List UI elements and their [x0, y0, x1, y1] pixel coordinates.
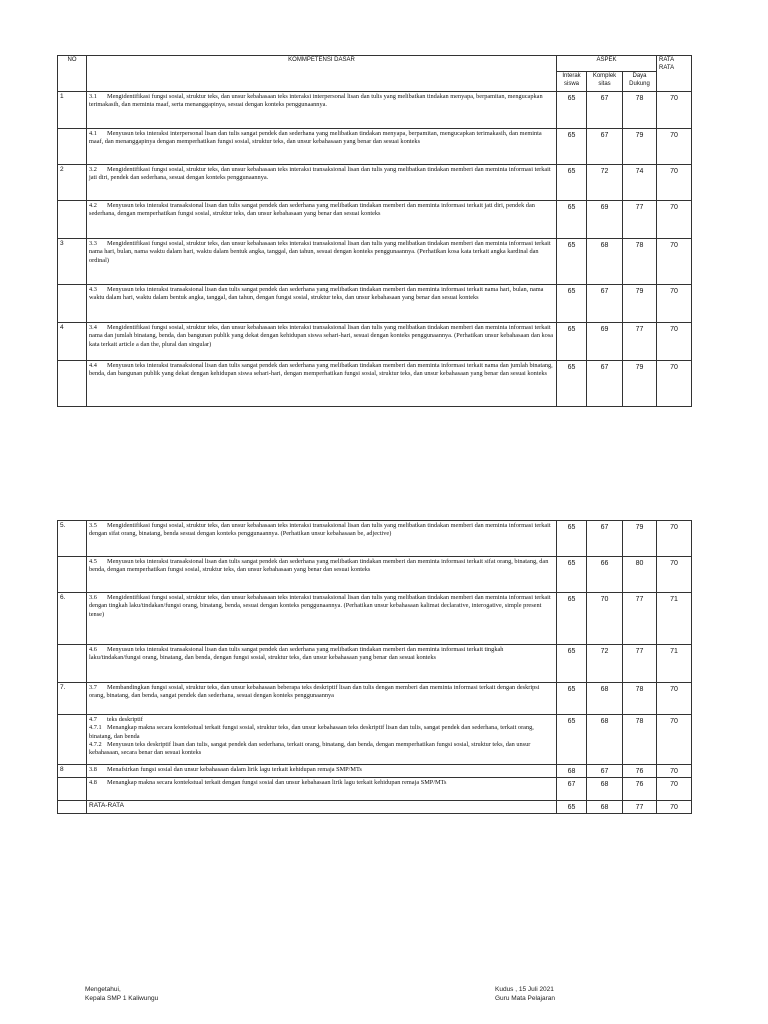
header-kompleksitas: Komplek sitas — [587, 72, 623, 92]
score-rata-rata: 70 — [657, 778, 692, 801]
row-number — [58, 778, 87, 801]
competency-code: 3.6 — [89, 594, 97, 601]
score-rata-rata: 70 — [657, 165, 692, 201]
score-rata-rata: 70 — [657, 92, 692, 129]
row-number — [58, 557, 87, 593]
approval-label: Mengetahui, — [85, 986, 121, 993]
competency-cell — [87, 715, 557, 765]
average-no — [58, 801, 87, 814]
competency-cell — [87, 557, 557, 593]
score-rata-rata: 70 — [657, 765, 692, 778]
sub-competency — [89, 724, 554, 741]
row-number: 7. — [58, 683, 87, 715]
score-daya-dukung: 74 — [623, 165, 657, 201]
score-rata-rata: 70 — [657, 521, 692, 557]
competency-text: Menangkap makna secara kontekstual terkait dengan fungsi sosial dan unsur kebahasaan lirik lagu terkait kehidupan remaja SMP/MTs — [107, 779, 447, 787]
competency-text: Menyusun teks interaksi interpersonal lisan dan tulis sangat pendek dan sederhana yang melibatkan tindakan menyapa, berpamitan, mengucapkan terimakasih, dan meminta maaf, dan menanggapinya dengan memperhatikan fungsi sosial, struktur teks, dan unsur kebahasaan yang benar dan sesuai konteks — [89, 130, 542, 146]
score-daya-dukung: 78 — [623, 683, 657, 715]
score-rata-rata: 71 — [657, 645, 692, 683]
score-interaksi: 65 — [557, 323, 587, 361]
score-kompleksitas: 67 — [587, 361, 623, 407]
competency-cell — [87, 521, 557, 557]
table-row — [58, 557, 692, 593]
score-kompleksitas: 67 — [587, 129, 623, 165]
competency-cell — [87, 129, 557, 165]
row-number — [58, 645, 87, 683]
competency-text: Menyusun teks interaksi transaksional lisan dan tulis sangat pendek dan sederhana yang melibatkan tindakan memberi dan meminta informasi terkait nama hari, bulan, nama waktu dalam hari, waktu dalam bentuk angka, tanggal, dan tahun, dengan fungsi sosial, struktur teks, dan unsur kebahasaan yang benar dan sesuai konteks — [89, 286, 544, 302]
score-kompleksitas: 72 — [587, 165, 623, 201]
competency-text: Menafsirkan fungsi sosial dan unsur kebahasaan dalam lirik lagu terkait kehidupan remaja SMP/MTs — [107, 766, 362, 773]
competency-code: 4.8 — [89, 779, 97, 787]
score-interaksi: 65 — [557, 165, 587, 201]
competency-text: Mengidentifikasi fungsi sosial, struktur teks, dan unsur kebahasaan teks interaksi transaksional lisan dan tulis yang melibatkan tindakan memberi dan meminta informasi terkait jati diri, pendek dan sederhana, sesuai dengan konteks penggunaannya. — [89, 166, 551, 182]
competency-code: 4.4 — [89, 362, 97, 369]
score-daya-dukung: 79 — [623, 129, 657, 165]
row-number: 3 — [58, 239, 87, 285]
score-interaksi: 65 — [557, 557, 587, 593]
table-row — [58, 165, 692, 201]
score-rata-rata: 70 — [657, 683, 692, 715]
sub-competency-code: 4.7.2 — [89, 740, 102, 748]
competency-code: 3.8 — [89, 766, 97, 773]
competency-rows-2 — [58, 521, 692, 801]
header-rata-rata: RATA RATA — [657, 56, 692, 92]
competency-cell — [87, 593, 557, 645]
competency-code: 3.5 — [89, 522, 97, 529]
score-interaksi: 65 — [557, 645, 587, 683]
average-row — [58, 801, 692, 814]
table-row — [58, 521, 692, 557]
competency-cell — [87, 285, 557, 323]
score-kompleksitas: 68 — [587, 239, 623, 285]
competency-text: Mengidentifikasi fungsi sosial, struktur teks, dan unsur kebahasaan teks interaksi transaksional lisan dan tulis yang melibatkan tindakan memberi dan meminta informasi terkait nama hari, bulan, nama waktu dalam hari, waktu dalam bentuk angka, tanggal, dan tahun, sesuai dengan konteks penggunaannya. (Perhatikan kosa kata terkait angka kardinal dan ordinal) — [89, 240, 551, 264]
competency-cell — [87, 323, 557, 361]
average-interaksi: 65 — [557, 801, 587, 814]
score-kompleksitas: 69 — [587, 323, 623, 361]
table-row — [58, 239, 692, 285]
header-interaksi: Interak siswa — [557, 72, 587, 92]
score-interaksi: 65 — [557, 521, 587, 557]
score-interaksi: 65 — [557, 285, 587, 323]
competency-code: 3.7 — [89, 684, 97, 691]
competency-cell — [87, 165, 557, 201]
table-row — [58, 201, 692, 239]
table-row — [58, 285, 692, 323]
score-interaksi: 65 — [557, 715, 587, 765]
table-row — [58, 593, 692, 645]
competency-text: Mengidentifikasi fungsi sosial, struktur teks, dan unsur kebahasaan teks interaksi transaksional lisan dan tulis yang melibatkan tindakan memberi dan meminta informasi terkait nama dan jumlah binatang, benda, dan bangunan publik yang dekat dengan kehidupan siswa sehari-hari, sesuai dengan konteks penggunaannya. (Perhatikan unsur kebahasaan dan kosa kata terkait article a dan the, plural dan singular) — [89, 324, 554, 348]
header-no: NO — [58, 56, 87, 92]
competency-code: 3.1 — [89, 93, 97, 100]
competency-text: Menyusun teks interaksi transaksional lisan dan tulis sangat pendek dan sederhana yang melibatkan tindakan memberi dan meminta informasi terkait nama dan jumlah binatang, benda, dan bangunan publik yang dekat dengan kehidupan siswa sehari-hari, dengan memperhatikan fungsi sosial, struktur teks, dan unsur kebahasaan yang benar dan sesuai konteks — [89, 362, 553, 378]
score-rata-rata: 70 — [657, 361, 692, 407]
score-kompleksitas: 68 — [587, 715, 623, 765]
row-number: 5. — [58, 521, 87, 557]
competency-cell — [87, 92, 557, 129]
score-daya-dukung: 79 — [623, 285, 657, 323]
average-rata-rata: 70 — [657, 801, 692, 814]
competency-code: 3.2 — [89, 166, 97, 173]
score-daya-dukung: 80 — [623, 557, 657, 593]
score-rata-rata: 70 — [657, 285, 692, 323]
competency-code: 4.6 — [89, 646, 97, 653]
score-kompleksitas: 68 — [587, 778, 623, 801]
row-number — [58, 361, 87, 407]
competency-text: Mengidentifikasi fungsi sosial, struktur teks, dan unsur kebahasaan teks interaksi transaksional lisan dan tulis yang melibatkan tindakan memberi dan meminta informasi terkait dengan sifat orang, binatang, benda sesuai dengan konteks penggunaannya. (Perhatikan unsur kebahasaan be, adjective) — [89, 522, 551, 538]
competency-rows-1 — [58, 92, 692, 407]
score-daya-dukung: 79 — [623, 521, 657, 557]
sub-competency-code: 4.7.1 — [89, 724, 102, 732]
score-daya-dukung: 78 — [623, 715, 657, 765]
competency-text: Mengidentifikasi fungsi sosial, struktur teks, dan unsur kebahasaan teks interaksi interpersonal lisan dan tulis yang melibatkan tindakan menyapa, berpamitan, mengucapkan terimakasih, dan meminta maaf, serta menanggapinya, sesuai dengan konteks penggunaannya. — [89, 93, 543, 109]
score-kompleksitas: 69 — [587, 201, 623, 239]
principal-title: Kepala SMP 1 Kaliwungu — [85, 995, 159, 1003]
row-number: 6. — [58, 593, 87, 645]
competency-table-2 — [57, 520, 692, 814]
score-daya-dukung: 76 — [623, 778, 657, 801]
competency-text: Menyusun teks interaksi transaksional lisan dan tulis sangat pendek dan sederhana yang melibatkan tindakan memberi dan meminta informasi terkait jati diri, pendek dan sederhana, dengan memperhatikan fungsi sosial, struktur teks, dan unsur kebahasaan yang benar dan sesuai konteks — [89, 202, 535, 218]
competency-text: Menyusun teks interaksi transaksional lisan dan tulis sangat pendek dan sederhana yang melibatkan tindakan memberi dan meminta informasi terkait tingkah laku/tindakan/fungsi orang, binatang, dan benda, dengan fungsi sosial, struktur teks, dan unsur kebahasaan yang benar dan sesuai konteks — [89, 646, 504, 662]
score-interaksi: 65 — [557, 92, 587, 129]
score-daya-dukung: 78 — [623, 239, 657, 285]
score-interaksi: 65 — [557, 361, 587, 407]
competency-text: Mengidentifikasi fungsi sosial, struktur teks, dan unsur kebahasaan teks interaksi transaksional lisan dan tulis yang melibatkan tindakan memberi dan meminta informasi terkait dengan tingkah laku/tindakan/fungsi orang, binatang, benda, sesuai dengan konteks penggunaannya. (Perhatikan unsur kebahasaan kalimat declarative, interogative, simple present tense) — [89, 594, 551, 618]
score-interaksi: 65 — [557, 201, 587, 239]
competency-code: 4.1 — [89, 130, 97, 137]
competency-text: teks deskriptif — [107, 716, 143, 723]
table-row — [58, 92, 692, 129]
row-number: 2 — [58, 165, 87, 201]
score-kompleksitas: 67 — [587, 765, 623, 778]
average-kompleksitas: 68 — [587, 801, 623, 814]
score-daya-dukung: 77 — [623, 323, 657, 361]
competency-cell — [87, 361, 557, 407]
sub-competency — [89, 741, 554, 758]
score-rata-rata: 70 — [657, 129, 692, 165]
score-interaksi: 65 — [557, 683, 587, 715]
competency-code: 4.3 — [89, 286, 97, 293]
table-row — [58, 645, 692, 683]
average-label: RATA-RATA — [87, 801, 557, 814]
score-rata-rata: 70 — [657, 557, 692, 593]
place-date: Kudus , 15 Juli 2021 — [495, 986, 554, 993]
sub-competency-text: Menangkap makna secara kontekstual terkait fungsi sosial, struktur teks, dan unsur kebahasaan teks deskriptif lisan dan tulis, sangat pendek dan sederhana, terkait orang, binatang, dan benda — [89, 724, 534, 740]
score-interaksi: 65 — [557, 129, 587, 165]
competency-code: 4.7 — [89, 716, 97, 723]
row-number: 1 — [58, 92, 87, 129]
competency-cell — [87, 201, 557, 239]
row-number — [58, 285, 87, 323]
average-daya-dukung: 77 — [623, 801, 657, 814]
table-row — [58, 778, 692, 801]
competency-cell — [87, 239, 557, 285]
competency-cell — [87, 683, 557, 715]
score-rata-rata: 70 — [657, 323, 692, 361]
signature-right — [495, 985, 555, 1004]
row-number — [58, 201, 87, 239]
header-daya-dukung: Daya Dukung — [623, 72, 657, 92]
table-row — [58, 129, 692, 165]
score-daya-dukung: 76 — [623, 765, 657, 778]
competency-text: Membandingkan fungsi sosial, struktur teks, dan unsur kebahasaan beberapa teks deskriptif lisan dan tulis dengan memberi dan meminta informasi terkait dengan deskripsi orang, binatang, dan benda, sangat pendek dan sederhana, sesuai dengan konteks penggunaannya — [89, 684, 540, 700]
sub-competency-text: Menyusun teks deskriptif lisan dan tulis, sangat pendek dan sederhana, terkait orang, binatang, dan benda, dengan memperhatikan fungsi sosial, struktur teks, dan unsur kebahasaan, secara benar dan sesuai konteks — [89, 740, 531, 757]
competency-code: 4.5 — [89, 558, 97, 565]
signature-left — [85, 985, 158, 1004]
header-aspek: ASPEK — [557, 56, 657, 72]
table-row — [58, 683, 692, 715]
score-interaksi: 68 — [557, 765, 587, 778]
score-rata-rata: 70 — [657, 201, 692, 239]
row-number — [58, 129, 87, 165]
score-kompleksitas: 68 — [587, 683, 623, 715]
score-daya-dukung: 78 — [623, 92, 657, 129]
competency-code: 3.3 — [89, 240, 97, 247]
score-daya-dukung: 77 — [623, 645, 657, 683]
score-daya-dukung: 77 — [623, 593, 657, 645]
score-rata-rata: 70 — [657, 239, 692, 285]
score-daya-dukung: 77 — [623, 201, 657, 239]
competency-code: 4.2 — [89, 202, 97, 209]
header-kompetensi-dasar: KOMMPETENSI DASAR — [87, 56, 557, 92]
score-rata-rata: 71 — [657, 593, 692, 645]
table-row — [58, 323, 692, 361]
row-number: 4 — [58, 323, 87, 361]
score-kompleksitas: 67 — [587, 285, 623, 323]
teacher-title: Guru Mata Pelajaran — [495, 995, 555, 1003]
table-row — [58, 361, 692, 407]
score-kompleksitas: 70 — [587, 593, 623, 645]
score-interaksi: 65 — [557, 593, 587, 645]
score-kompleksitas: 67 — [587, 521, 623, 557]
table-row — [58, 765, 692, 778]
score-kompleksitas: 67 — [587, 92, 623, 129]
competency-cell — [87, 778, 557, 801]
competency-table-1 — [57, 55, 692, 407]
score-kompleksitas: 72 — [587, 645, 623, 683]
competency-text: Menyusun teks interaksi transaksional lisan dan tulis sangat pendek dan sederhana yang melibatkan tindakan memberi dan meminta informasi terkait sifat orang, binatang, dan benda, dengan memperhatikan fungsi sosial, struktur teks, dan unsur kebahasaan yang benar dan sesuai konteks — [89, 558, 549, 574]
score-interaksi: 67 — [557, 778, 587, 801]
table-row — [58, 715, 692, 765]
competency-cell — [87, 765, 557, 778]
score-interaksi: 65 — [557, 239, 587, 285]
row-number: 8 — [58, 765, 87, 778]
score-rata-rata: 70 — [657, 715, 692, 765]
row-number — [58, 715, 87, 765]
competency-code: 3.4 — [89, 324, 97, 331]
score-daya-dukung: 79 — [623, 361, 657, 407]
competency-cell — [87, 645, 557, 683]
score-kompleksitas: 66 — [587, 557, 623, 593]
